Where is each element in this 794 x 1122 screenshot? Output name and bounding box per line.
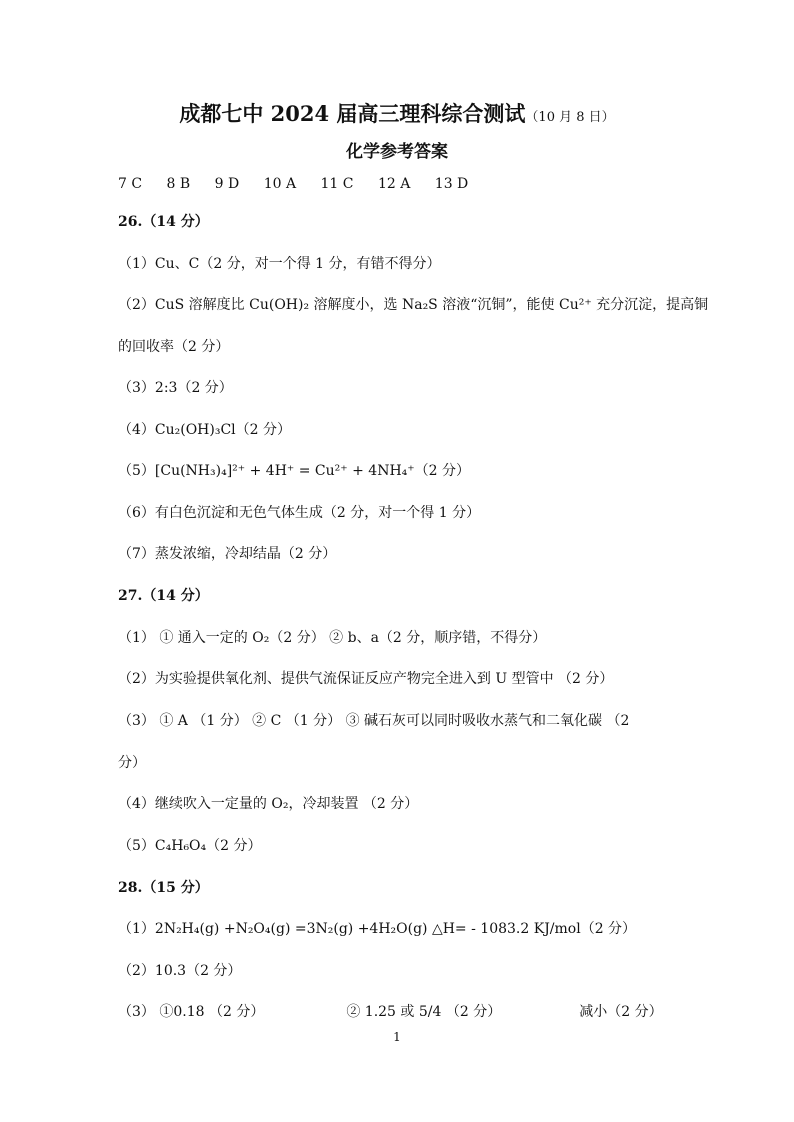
q27-answer-3-line1: （3） ① A （1 分） ② C （1 分） ③ 碱石灰可以同时吸收水蒸气和二氧化碳 （2: [118, 713, 630, 729]
mc-answer: 12 A: [377, 176, 411, 192]
document-subtitle: 化学参考答案: [346, 142, 448, 162]
q26-answer-7: （7）蒸发浓缩，冷却结晶（2 分）: [118, 546, 337, 562]
q28-answer-3-part2: ② 1.25 或 5/4 （2 分）: [346, 1004, 502, 1020]
q27-heading: 27.（14 分）: [118, 588, 209, 604]
q27-answer-4: （4）继续吹入一定量的 O₂，冷却装置 （2 分）: [118, 796, 419, 812]
q26-answer-3: （3）2:3（2 分）: [118, 380, 233, 396]
mc-answer: 11 C: [320, 176, 354, 192]
q26-answer-2-line1: （2）CuS 溶解度比 Cu(OH)₂ 溶解度小，选 Na₂S 溶液“沉铜”，能使 Cu²⁺ 充分沉淀，提高铜: [118, 297, 709, 313]
mc-answer: 8 B: [166, 176, 191, 192]
title-date: （10 月 8 日）: [525, 110, 615, 125]
page-number: 1: [393, 1030, 401, 1044]
q28-answer-2: （2）10.3（2 分）: [118, 963, 242, 979]
mc-answer: 13 D: [434, 176, 469, 192]
multiple-choice-answers: [118, 175, 488, 193]
q28-answer-1: （1）2N₂H₄(g) +N₂O₄(g) =3N₂(g) +4H₂O(g) △H= - 1083.2 KJ/mol（2 分）: [118, 921, 637, 937]
q27-answer-2: （2）为实验提供氧化剂、提供气流保证反应产物完全进入到 U 型管中 （2 分）: [118, 671, 614, 687]
mc-answer: 10 A: [263, 176, 297, 192]
q26-answer-2-line2: 的回收率（2 分）: [118, 339, 230, 355]
q27-answer-5: （5）C₄H₆O₄（2 分）: [118, 838, 262, 854]
q27-answer-1: （1） ① 通入一定的 O₂（2 分） ② b、a（2 分，顺序错，不得分）: [118, 630, 547, 646]
mc-answer: 7 C: [118, 176, 143, 192]
q26-answer-4: （4）Cu₂(OH)₃Cl（2 分）: [118, 422, 292, 438]
mc-answer: 9 D: [214, 176, 240, 192]
title-main: 成都七中 2024 届高三理科综合测试: [179, 101, 526, 126]
q28-answer-3: [118, 1003, 663, 1021]
q26-answer-6: （6）有白色沉淀和无色气体生成（2 分，对一个得 1 分）: [118, 505, 481, 521]
q26-answer-1: （1）Cu、C（2 分，对一个得 1 分，有错不得分）: [118, 256, 441, 272]
q26-answer-5: （5）[Cu(NH₃)₄]²⁺ + 4H⁺ = Cu²⁺ + 4NH₄⁺（2 分）: [118, 463, 471, 479]
q28-heading: 28.（15 分）: [118, 880, 209, 896]
document-title: [0, 98, 794, 128]
q27-answer-3-line2: 分）: [118, 755, 146, 771]
q28-answer-3-part1: （3） ①0.18 （2 分）: [118, 1004, 265, 1020]
q28-answer-3-part3: 减小（2 分）: [579, 1004, 663, 1020]
q26-heading: 26.（14 分）: [118, 214, 209, 230]
